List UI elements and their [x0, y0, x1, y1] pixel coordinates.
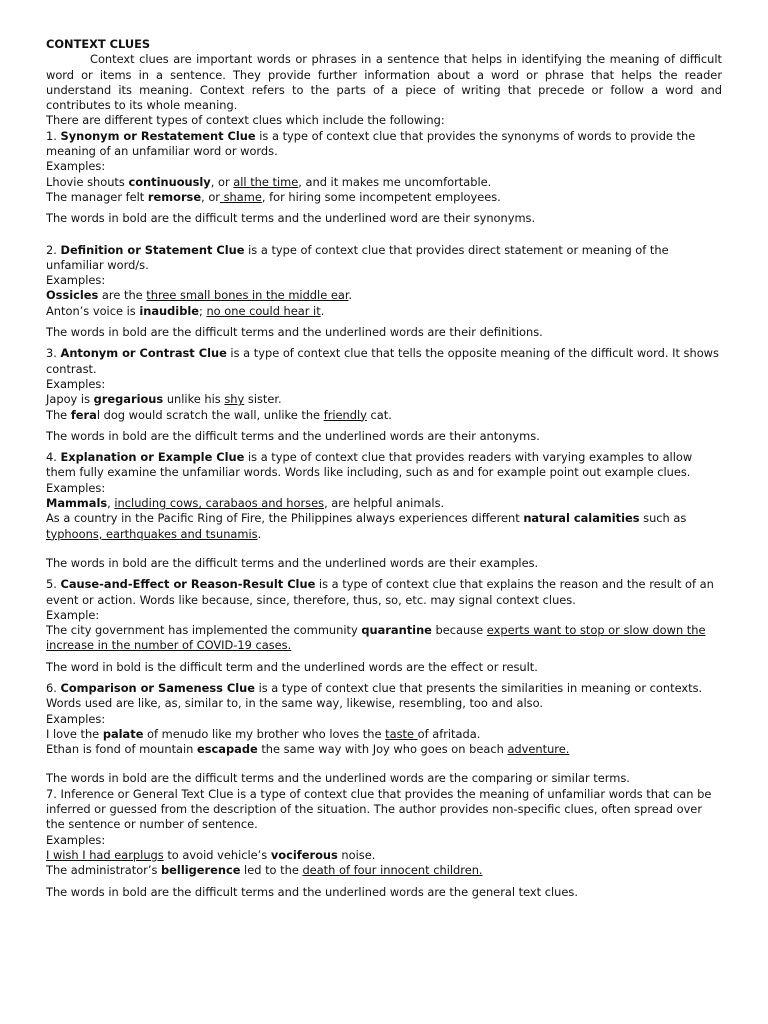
example-sentence [46, 848, 722, 863]
example-sentence [46, 190, 722, 205]
example-sentence [46, 392, 722, 407]
section-description: is a type of context clue that presents the similarities in meaning or contexts. Words used are like, as, similar to, in the same way, likewise, resembling, too and also. [46, 680, 703, 711]
examples-label: Examples: [46, 711, 106, 726]
sentence-fragment: unlike his [163, 392, 225, 407]
section-number: 2. [46, 242, 61, 257]
document-title: CONTEXT CLUES [46, 37, 151, 51]
clue-phrase: experts want to stop or slow down the increase in the number of COVID-19 cases. [46, 623, 706, 653]
sentence-fragment: ; [198, 303, 207, 318]
clue-phrase: typhoons, earthquakes and tsunamis [46, 526, 258, 541]
examples-label: Examples: [46, 159, 106, 174]
section-description: is a type of context clue that tells the opposite meaning of the difficult word. It shows contrast. [46, 346, 719, 376]
section-antonym [46, 346, 722, 444]
section-cause-effect [46, 577, 722, 675]
section-note: The words in bold are the difficult terms and the underlined words are the general text clues. [46, 884, 578, 899]
section-description: is a type of context clue that explains the reason and the result of an event or action. Words like because, since, therefore, thus, so, etc. may signal context clues. [46, 577, 714, 607]
difficult-term: inaudible [139, 303, 199, 318]
section-number: 6. [46, 680, 61, 695]
difficult-term: vociferous [270, 847, 338, 862]
examples-label: Examples: [46, 832, 106, 847]
sentence-fragment: l dog would scratch the wall, unlike the [96, 407, 324, 422]
sentence-fragment: the same way with Joy who goes on beach [257, 742, 508, 757]
section-inference [46, 787, 722, 900]
clue-phrase: I wish I had earplugs [46, 847, 164, 862]
difficult-term: continuously [128, 174, 211, 189]
clue-phrase: all the time [233, 174, 299, 189]
sentence-fragment: such as [639, 511, 687, 526]
section-description: Inference or General Text Clue is a type of context clue that provides the meaning of unfamiliar words that can be inferred or guessed from the description of the situation. The author provides non-specific clues, often spread over the sentence or number of sentence. [46, 786, 712, 832]
sentence-fragment: . [348, 288, 353, 303]
sentence-fragment: As a country in the Pacific Ring of Fire, the Philippines always experiences different [46, 511, 524, 526]
sentence-fragment: are the [98, 288, 147, 303]
section-note: The words in bold are the difficult terms and the underlined words are their definitions. [46, 325, 543, 340]
section-number: 3. [46, 346, 61, 361]
section-clue-name: Definition or Statement Clue [60, 242, 245, 257]
examples-label: Example: [46, 607, 100, 622]
types-intro: There are different types of context clues which include the following: [46, 113, 445, 128]
difficult-term: belligerence [161, 863, 241, 878]
section-clue-name: Synonym or Restatement Clue [60, 128, 256, 143]
example-sentence [46, 288, 722, 303]
sentence-fragment: , and it makes me uncomfortable. [298, 174, 492, 189]
sentence-fragment: sister. [244, 392, 282, 407]
sentence-fragment: , or [201, 189, 220, 204]
sentence-fragment: . [320, 303, 325, 318]
difficult-term: gregarious [93, 392, 164, 407]
difficult-term: natural calamities [523, 511, 640, 526]
examples-label: Examples: [46, 376, 106, 391]
section-note: The words in bold are the difficult terms and the underlined words are their antonyms. [46, 428, 540, 443]
sentence-fragment: The city government has implemented the community [46, 623, 362, 638]
sentence-fragment: I love the [46, 726, 103, 741]
section-number: 5. [46, 577, 61, 592]
section-note: The words in bold are the difficult terms and the underlined words are their examples. [46, 555, 539, 570]
clue-phrase: death of four innocent children. [302, 863, 483, 878]
example-sentence [46, 727, 722, 742]
sentence-fragment: , or [210, 174, 234, 189]
section-example-clue [46, 450, 722, 571]
example-sentence [46, 496, 722, 511]
section-number: 7. [46, 786, 61, 801]
sentence-fragment: The administrator’s [46, 863, 162, 878]
sentence-fragment: . [257, 526, 262, 541]
example-sentence [46, 304, 722, 319]
sentence-fragment: Lhovie shouts [46, 174, 129, 189]
section-comparison [46, 681, 722, 787]
sentence-fragment: because [431, 623, 487, 638]
example-sentence [46, 511, 722, 542]
sentence-fragment: cat. [366, 407, 392, 422]
sentence-fragment: Japoy is [46, 392, 94, 407]
difficult-term: remorse [147, 189, 202, 204]
clue-phrase: shy [224, 392, 245, 407]
clue-phrase: three small bones in the middle ear [146, 288, 349, 303]
section-heading [46, 681, 722, 712]
section-heading [46, 243, 722, 274]
intro-paragraph: Context clues are important words or phrases in a sentence that helps in identifying the meaning of difficult word or items in a sentence. They provide further information about a word or phrase that helps the reader understand its meaning. Context refers to the parts of a piece of writing that precede or follow a word and contributes to its whole meaning. [46, 52, 722, 113]
sentence-fragment: noise. [337, 847, 376, 862]
difficult-term: quarantine [361, 623, 432, 638]
section-clue-name: Antonym or Contrast Clue [60, 346, 227, 361]
clue-phrase: taste [385, 726, 418, 741]
section-heading [46, 346, 722, 377]
section-note: The words in bold are the difficult terms and the underlined word are their synonyms. [46, 211, 536, 226]
section-description: is a type of context clue that provides the synonyms of words to provide the meaning of an unfamiliar word or words. [46, 128, 696, 159]
example-sentence [46, 863, 722, 878]
section-number: 4. [46, 450, 61, 465]
sentence-fragment: of afritada. [417, 726, 481, 741]
section-description: is a type of context clue that provides direct statement or meaning of the unfamiliar word/s. [46, 242, 669, 272]
example-sentence [46, 408, 722, 423]
difficult-term: Ossicles [46, 288, 99, 303]
section-description: is a type of context clue that provides readers with varying examples to allow them fully examine the unfamiliar words. Words like including, such as and for example point out example clues. [46, 450, 693, 480]
section-definition [46, 243, 722, 341]
example-sentence [46, 623, 722, 654]
sentence-fragment: led to the [240, 863, 303, 878]
sentence-fragment: of menudo like my brother who loves the [143, 726, 386, 741]
clue-phrase: adventure. [507, 742, 570, 757]
examples-label: Examples: [46, 273, 106, 288]
section-synonym [46, 129, 722, 227]
sentence-fragment: , [107, 496, 115, 511]
section-clue-name: Explanation or Example Clue [60, 450, 245, 465]
difficult-term: fera [70, 407, 97, 422]
clue-phrase: shame [219, 189, 262, 204]
sentence-fragment: Anton’s voice is [46, 303, 140, 318]
clue-phrase: no one could hear it [206, 303, 321, 318]
section-clue-name: Comparison or Sameness Clue [60, 680, 255, 695]
sentence-fragment: , for hiring some incompetent employees. [261, 189, 501, 204]
clue-phrase: including cows, carabaos and horses [114, 496, 325, 511]
sentence-fragment: to avoid vehicle’s [163, 847, 271, 862]
section-clue-name: Cause-and-Effect or Reason-Result Clue [60, 577, 316, 592]
section-note: The words in bold are the difficult terms and the underlined words are the comparing or similar terms. [46, 771, 630, 786]
clue-phrase: friendly [323, 407, 367, 422]
section-note: The word in bold is the difficult term and the underlined words are the effect or result. [46, 659, 538, 674]
section-heading [46, 129, 722, 160]
difficult-term: palate [102, 726, 144, 741]
section-number: 1. [46, 128, 61, 143]
sentence-fragment: The manager felt [46, 189, 148, 204]
example-sentence [46, 175, 722, 190]
difficult-term: escapade [197, 742, 258, 757]
difficult-term: Mammals [46, 496, 108, 511]
example-sentence [46, 742, 722, 757]
section-heading [46, 787, 722, 833]
sentence-fragment: The [46, 407, 71, 422]
examples-label: Examples: [46, 480, 106, 495]
section-heading [46, 577, 722, 608]
section-heading [46, 450, 722, 481]
sentence-fragment: , are helpful animals. [324, 496, 445, 511]
sentence-fragment: Ethan is fond of mountain [46, 742, 198, 757]
